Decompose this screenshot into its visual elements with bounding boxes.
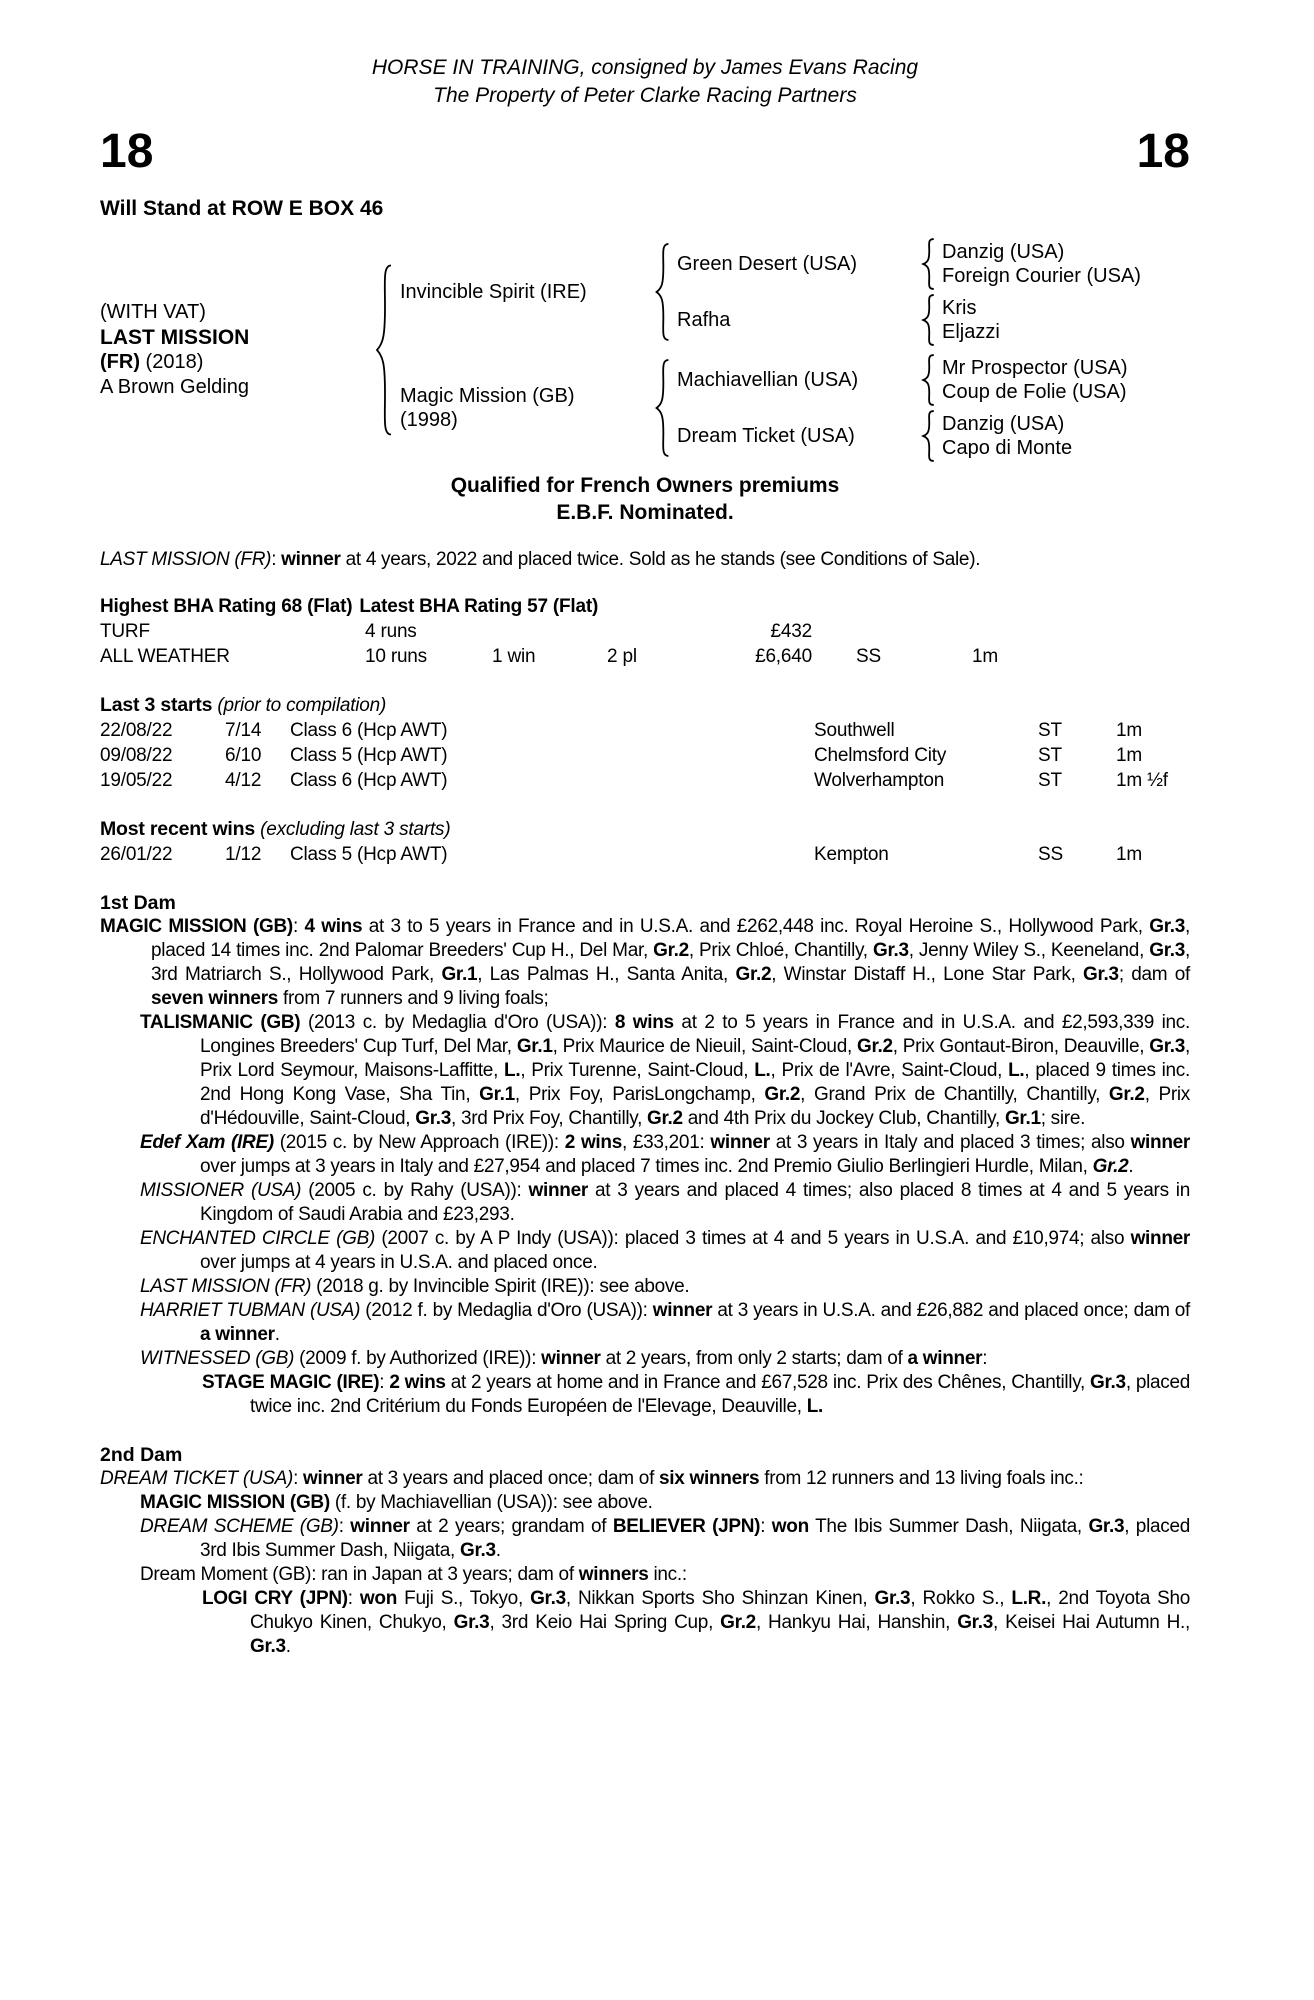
pedigree-paragraph: Dream Moment (GB): ran in Japan at 3 years; dam of winners inc.: [140,1564,687,1585]
pedigree-tree [100,238,1190,462]
last-3-starts-note: (prior to compilation) [217,695,387,716]
last-3-starts-heading [100,693,1190,718]
pedigree-paragraph: LAST MISSION (FR) (2018 g. by Invincible Spirit (IRE)): see above. [140,1276,690,1297]
subject-horse-description: A Brown Gelding [100,376,249,398]
start-course: Southwell [814,720,895,741]
dam-sire-block [677,354,1128,406]
record-places [607,619,692,644]
ebf-notice: E.B.F. Nominated. [556,501,734,524]
first-dam-heading: 1st Dam [100,892,176,914]
start-going: ST [1038,720,1062,741]
dam-dam-name: Dream Ticket (USA) [677,425,855,447]
pedigree-paragraph: STAGE MAGIC (IRE): 2 wins at 2 years at home and in France and £67,528 inc. Prix des Chênes, Chantilly, Gr.3, placed twice inc. 2nd Critérium du Fonds Européen de l'Elevage, Deauville, L. [202,1372,1191,1417]
dam-year: (1998) [400,409,458,431]
pedigree-brace-icon [921,410,936,462]
pedigree-paragraph: Edef Xam (IRE) (2015 c. by New Approach (IRE)): 2 wins, £33,201: winner at 3 years in Italy and placed 3 times; also winner over jumps at 3 years in Italy and £27,954 and placed 7 times inc. 2nd Premio Giulio Berlingieri Hurdle, Milan, Gr.2. [140,1132,1191,1177]
lot-number-left: 18 [100,125,154,178]
win-course: Kempton [814,844,889,865]
second-dam-paragraphs [100,1467,1190,1659]
start-date: 09/08/22 [100,745,173,766]
second-dam-heading: 2nd Dam [100,1444,183,1466]
pedigree-paragraph: TALISMANIC (GB) (2013 c. by Medaglia d'Oro (USA)): 8 wins at 2 to 5 years in France and in U.S.A. and £2,593,339 inc. Longines Breeders' Cup Turf, Del Mar, Gr.1, Prix Maurice de Nieuil, Saint-Cloud, Gr.2, Prix Gontaut-Biron, Deauville, Gr.3, Prix Lord Seymour, Maisons-Laffitte, L., Prix Turenne, Saint-Cloud, L., Prix de l'Avre, Saint-Cloud, L., placed 9 times inc. 2nd Hong Kong Vase, Sha Tin, Gr.1, Prix Foy, ParisLongchamp, Gr.2, Grand Prix de Chantilly, Chantilly, Gr.2, Prix d'Hédouville, Saint-Cloud, Gr.3, 3rd Prix Foy, Chantilly, Gr.2 and 4th Prix du Jockey Club, Chantilly, Gr.1; sire. [140,1012,1191,1129]
highest-rating: Highest BHA Rating 68 (Flat) [100,596,353,617]
record-wins: 1 win [492,646,536,667]
pedigree-ancestor: Eljazzi [942,321,1000,343]
pedigree-paragraph: ENCHANTED CIRCLE (GB) (2007 c. by A P Indy (USA)): placed 3 times at 4 and 5 years in U.S.A. and £10,974; also winner over jumps at 4 years in U.S.A. and placed once. [140,1228,1190,1273]
record-row [100,619,1190,644]
start-date: 22/08/22 [100,720,173,741]
pedigree-brace-icon [654,358,671,458]
pedigree-ancestor: Danzig (USA) [942,413,1065,435]
record-distance: 1m [972,646,998,667]
sire-dam-name: Rafha [677,309,731,331]
start-race: Class 5 (Hcp AWT) [290,745,448,766]
pedigree-paragraph: MAGIC MISSION (GB): 4 wins at 3 to 5 years in France and in U.S.A. and £262,448 inc. Royal Heroine S., Hollywood Park, Gr.3, placed 14 times inc. 2nd Palomar Breeders' Cup H., Del Mar, Gr.2, Prix Chloé, Chantilly, Gr.3, Jenny Wiley S., Keeneland, Gr.3, 3rd Matriarch S., Hollywood Park, Gr.1, Las Palmas H., Santa Anita, Gr.2, Winstar Distaff H., Lone Star Park, Gr.3; dam of seven winners from 7 runners and 9 living foals; [100,916,1190,1009]
property-line: The Property of Peter Clarke Racing Partners [433,84,857,107]
pedigree-paragraph: WITNESSED (GB) (2009 f. by Authorized (IRE)): winner at 2 years, from only 2 starts; dam of a winner: [140,1348,988,1369]
win-row [100,842,1190,867]
pedigree-ancestor: Danzig (USA) [942,241,1065,263]
pedigree-ancestor: Foreign Courier (USA) [942,265,1141,287]
last-3-starts-title: Last 3 starts [100,694,213,716]
pedigree-ancestor: Mr Prospector (USA) [942,357,1128,379]
pedigree-paragraph: MAGIC MISSION (GB) (f. by Machiavellian (USA)): see above. [140,1492,653,1513]
last-3-starts-table [100,718,1190,793]
record-runs: 4 runs [365,621,417,642]
start-course: Wolverhampton [814,770,945,791]
consignor-line: HORSE IN TRAINING, consigned by James Evans Racing [371,56,919,79]
subject-horse-year-line [100,350,368,375]
pedigree-brace-icon [374,262,394,438]
win-position: 1/12 [225,844,262,865]
latest-rating: Latest BHA Rating 57 (Flat) [359,596,599,617]
win-date: 26/01/22 [100,844,173,865]
pedigree-brace-icon [921,294,936,346]
sire-sire-name: Green Desert (USA) [677,253,858,275]
subject-horse-name: LAST MISSION [100,326,250,349]
pedigree-paragraph: HARRIET TUBMAN (USA) (2012 f. by Medaglia d'Oro (USA)): winner at 3 years in U.S.A. and £26,882 and placed once; dam of a winner. [140,1300,1190,1345]
dam-dam-block [677,410,1128,462]
start-row [100,743,1190,768]
pedigree-ancestor: Coup de Folie (USA) [942,381,1127,403]
sire-dam-block [677,294,1141,346]
start-position: 6/10 [225,745,262,766]
record-wins [492,619,607,644]
win-going: SS [1038,844,1063,865]
pedigree-brace-icon [921,238,936,290]
record-earnings: £6,640 [755,646,812,667]
start-going: ST [1038,770,1062,791]
start-date: 19/05/22 [100,770,173,791]
stand-location: Will Stand at ROW E BOX 46 [100,197,384,220]
lot-number-row [100,126,1190,178]
sire-name: Invincible Spirit (IRE) [400,281,587,303]
start-course: Chelmsford City [814,745,947,766]
recent-wins-table [100,842,1190,867]
start-row [100,718,1190,743]
subject-horse-year: (2018) [145,351,204,373]
pedigree-paragraph: DREAM TICKET (USA): winner at 3 years and placed once; dam of six winners from 12 runners and 13 living foals inc.: [100,1468,1084,1489]
start-row [100,768,1190,793]
pedigree-subject [100,300,368,400]
intro-paragraph: LAST MISSION (FR): winner at 4 years, 2022 and placed twice. Sold as he stands (see Conditions of Sale). [100,549,981,570]
pedigree-brace-icon [921,354,936,406]
start-position: 4/12 [225,770,262,791]
first-dam-paragraphs [100,915,1190,1419]
win-distance: 1m [1116,844,1142,865]
start-race: Class 6 (Hcp AWT) [290,720,448,741]
start-going: ST [1038,745,1062,766]
record-surface: TURF [100,621,150,642]
pedigree-dam-block [400,354,1141,462]
pedigree-brace-icon [654,242,671,342]
record-runs: 10 runs [365,646,427,667]
start-distance: 1m [1116,720,1142,741]
race-record-table [100,619,1190,669]
pedigree-generation-1 [400,238,1141,462]
win-race: Class 5 (Hcp AWT) [290,844,448,865]
recent-wins-note: (excluding last 3 starts) [260,819,451,840]
subject-horse-suffix: (FR) [100,351,140,373]
sire-sire-block [677,238,1141,290]
record-row [100,644,1190,669]
pedigree-paragraph: MISSIONER (USA) (2005 c. by Rahy (USA)): winner at 3 years and placed 4 times; also placed 8 times at 4 and 5 years in Kingdom of Saudi Arabia and £23,293. [140,1180,1190,1225]
pedigree-ancestor: Capo di Monte [942,437,1073,459]
start-distance: 1m [1116,745,1142,766]
record-distance [972,619,1190,644]
pedigree-paragraph: LOGI CRY (JPN): won Fuji S., Tokyo, Gr.3, Nikkan Sports Sho Shinzan Kinen, Gr.3, Rokko S., L.R., 2nd Toyota Sho Chukyo Kinen, Chukyo, Gr.3, 3rd Keio Hai Spring Cup, Gr.2, Hankyu Hai, Hanshin, Gr.3, Keisei Hai Autumn H., Gr.3. [202,1588,1190,1657]
start-position: 7/14 [225,720,262,741]
recent-wins-heading [100,817,1190,842]
bha-ratings-line [100,594,1190,619]
pedigree-sire-block [400,238,1141,346]
start-distance: 1m ½f [1116,770,1168,791]
recent-wins-title: Most recent wins [100,818,255,840]
record-going: SS [856,646,881,667]
record-earnings: £432 [770,621,812,642]
record-going [812,619,972,644]
dam-name: Magic Mission (GB) [400,385,575,407]
record-surface: ALL WEATHER [100,646,230,667]
pedigree-paragraph: DREAM SCHEME (GB): winner at 2 years; grandam of BELIEVER (JPN): won The Ibis Summer Dash, Niigata, Gr.3, placed 3rd Ibis Summer Dash, Niigata, Gr.3. [140,1516,1190,1561]
pedigree-ancestor: Kris [942,297,977,319]
vat-note: (WITH VAT) [100,301,206,323]
start-race: Class 6 (Hcp AWT) [290,770,448,791]
lot-number-right: 18 [1136,125,1190,178]
record-places: 2 pl [607,646,637,667]
dam-sire-name: Machiavellian (USA) [677,369,859,391]
french-premiums-notice: Qualified for French Owners premiums [450,474,840,497]
